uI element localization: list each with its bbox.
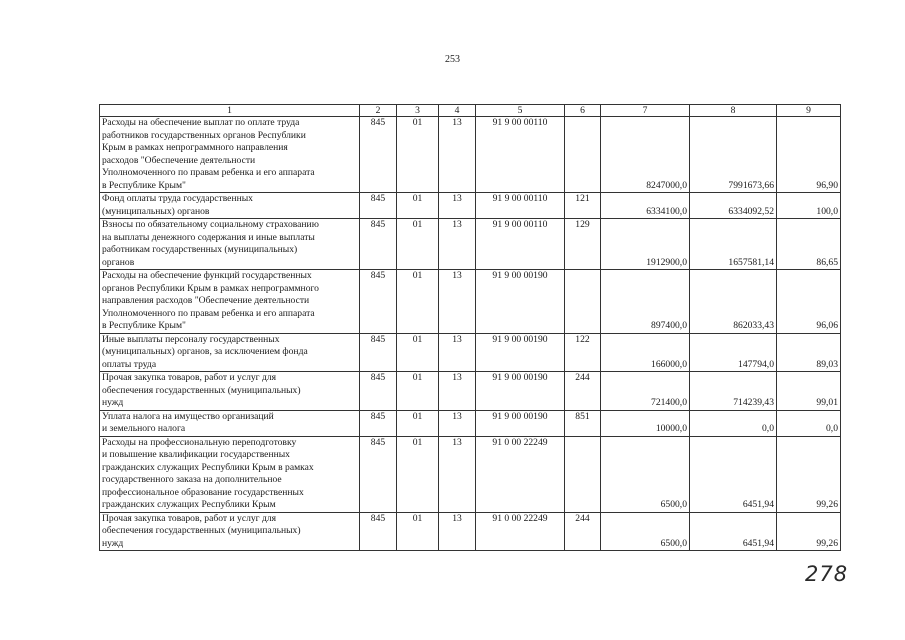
table-row: [100, 117, 841, 193]
section-code: 01: [397, 410, 439, 436]
expense-type-code: 244: [565, 372, 601, 411]
table-row: [100, 270, 841, 334]
executed-amount: 6451,94: [690, 512, 777, 551]
section-code: 01: [397, 372, 439, 411]
section-code: 01: [397, 333, 439, 372]
ministry-code: 845: [360, 410, 397, 436]
ministry-code: 845: [360, 117, 397, 193]
section-code: 01: [397, 436, 439, 512]
execution-percent: 99,26: [777, 512, 841, 551]
executed-amount: 0,0: [690, 410, 777, 436]
target-article-code: 91 0 00 22249: [476, 436, 565, 512]
execution-percent: 96,06: [777, 270, 841, 334]
expense-type-code: [565, 270, 601, 334]
executed-amount: 7991673,66: [690, 117, 777, 193]
table-row: [100, 372, 841, 411]
ministry-code: 845: [360, 512, 397, 551]
target-article-code: 91 9 00 00110: [476, 117, 565, 193]
section-code: 01: [397, 117, 439, 193]
execution-percent: 100,0: [777, 193, 841, 219]
section-code: 01: [397, 512, 439, 551]
page-number: 253: [445, 54, 460, 65]
subsection-code: 13: [439, 410, 476, 436]
planned-amount: 6500,0: [601, 512, 690, 551]
target-article-code: 91 0 00 22249: [476, 512, 565, 551]
planned-amount: 8247000,0: [601, 117, 690, 193]
execution-percent: 86,65: [777, 219, 841, 270]
table-row: [100, 410, 841, 436]
planned-amount: 721400,0: [601, 372, 690, 411]
table-row: [100, 333, 841, 372]
handwritten-page-number: 278: [805, 562, 849, 586]
target-article-code: 91 9 00 00190: [476, 410, 565, 436]
expense-type-code: [565, 436, 601, 512]
execution-percent: 96,90: [777, 117, 841, 193]
table-row: [100, 193, 841, 219]
table-row: [100, 219, 841, 270]
execution-percent: 89,03: [777, 333, 841, 372]
ministry-code: 845: [360, 333, 397, 372]
column-header: 5: [476, 105, 565, 117]
planned-amount: 6500,0: [601, 436, 690, 512]
executed-amount: 714239,43: [690, 372, 777, 411]
subsection-code: 13: [439, 512, 476, 551]
target-article-code: 91 9 00 00110: [476, 193, 565, 219]
expense-type-code: 122: [565, 333, 601, 372]
ministry-code: 845: [360, 219, 397, 270]
planned-amount: 897400,0: [601, 270, 690, 334]
expense-name: Взносы по обязательному социальному страхованию на выплаты денежного содержания и иные выплаты работникам государственных (муниципальных) органов: [100, 219, 360, 270]
subsection-code: 13: [439, 333, 476, 372]
table-row: [100, 512, 841, 551]
ministry-code: 845: [360, 436, 397, 512]
header-row: [100, 105, 841, 117]
subsection-code: 13: [439, 117, 476, 193]
subsection-code: 13: [439, 270, 476, 334]
column-header: 3: [397, 105, 439, 117]
executed-amount: 147794,0: [690, 333, 777, 372]
executed-amount: 6334092,52: [690, 193, 777, 219]
column-header: 6: [565, 105, 601, 117]
expense-type-code: 129: [565, 219, 601, 270]
planned-amount: 6334100,0: [601, 193, 690, 219]
expense-name: Расходы на профессиональную переподготовку и повышение квалификации государственных гражданских служащих Республики Крым в рамках государственного заказа на дополнительное профессиональное образование государственных гражданских служащих Республики Крым: [100, 436, 360, 512]
column-header: 8: [690, 105, 777, 117]
execution-percent: 99,26: [777, 436, 841, 512]
execution-percent: 0,0: [777, 410, 841, 436]
expense-type-code: 244: [565, 512, 601, 551]
ministry-code: 845: [360, 270, 397, 334]
expense-name: Иные выплаты персоналу государственных (муниципальных) органов, за исключением фонда оплаты труда: [100, 333, 360, 372]
expense-name: Расходы на обеспечение выплат по оплате труда работников государственных органов Республики Крым в рамках непрограммного направления расходов "Обеспечение деятельности Уполномоченного по правам ребенка и его аппарата в Республике Крым": [100, 117, 360, 193]
subsection-code: 13: [439, 372, 476, 411]
expense-name: Фонд оплаты труда государственных (муниципальных) органов: [100, 193, 360, 219]
section-code: 01: [397, 219, 439, 270]
execution-percent: 99,01: [777, 372, 841, 411]
expense-name: Расходы на обеспечение функций государственных органов Республики Крым в рамках непрограммного направления расходов "Обеспечение деятельности Уполномоченного по правам ребенка и его аппарата в Республике Крым": [100, 270, 360, 334]
column-header: 7: [601, 105, 690, 117]
expense-name: Прочая закупка товаров, работ и услуг для обеспечения государственных (муниципальных) нужд: [100, 512, 360, 551]
executed-amount: 1657581,14: [690, 219, 777, 270]
planned-amount: 10000,0: [601, 410, 690, 436]
budget-table: [99, 104, 841, 551]
section-code: 01: [397, 193, 439, 219]
target-article-code: 91 9 00 00190: [476, 270, 565, 334]
expense-type-code: [565, 117, 601, 193]
subsection-code: 13: [439, 219, 476, 270]
ministry-code: 845: [360, 372, 397, 411]
column-header: 1: [100, 105, 360, 117]
table-row: [100, 436, 841, 512]
column-header: 2: [360, 105, 397, 117]
column-header: 9: [777, 105, 841, 117]
executed-amount: 6451,94: [690, 436, 777, 512]
expense-name: Прочая закупка товаров, работ и услуг для обеспечения государственных (муниципальных) нужд: [100, 372, 360, 411]
planned-amount: 166000,0: [601, 333, 690, 372]
ministry-code: 845: [360, 193, 397, 219]
expense-type-code: 851: [565, 410, 601, 436]
column-header: 4: [439, 105, 476, 117]
expense-name: Уплата налога на имущество организаций и земельного налога: [100, 410, 360, 436]
executed-amount: 862033,43: [690, 270, 777, 334]
target-article-code: 91 9 00 00190: [476, 372, 565, 411]
subsection-code: 13: [439, 193, 476, 219]
section-code: 01: [397, 270, 439, 334]
expense-type-code: 121: [565, 193, 601, 219]
target-article-code: 91 9 00 00190: [476, 333, 565, 372]
target-article-code: 91 9 00 00110: [476, 219, 565, 270]
planned-amount: 1912900,0: [601, 219, 690, 270]
subsection-code: 13: [439, 436, 476, 512]
